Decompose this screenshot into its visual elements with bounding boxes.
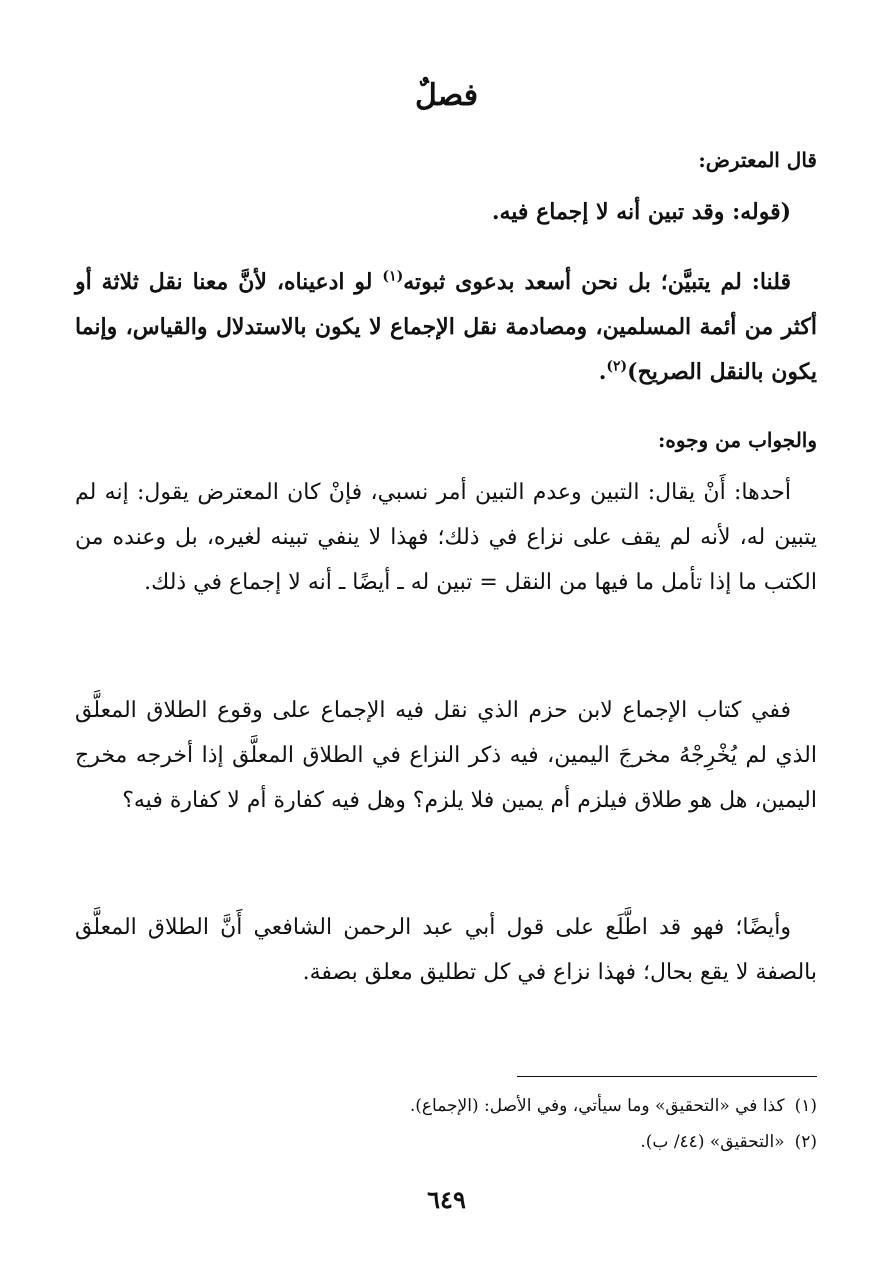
objector-heading: قال المعترض: bbox=[698, 148, 817, 172]
paragraph-ibn-hazm: ففي كتاب الإجماع لابن حزم الذي نقل فيه الإجماع على وقوع الطلاق المعلَّق الذي لم يُخْرِجْهُ مخرجَ اليمين، فيه ذكر النزاع في الطلاق المعلَّق إذا أخرجه مخرج اليمين، هل هو طلاق فيلزم أم يمين فلا يلزم؟ وهل فيه كفارة أم لا كفارة فيه؟ bbox=[75, 698, 817, 813]
footnote-divider bbox=[517, 1076, 817, 1077]
reply-paragraph bbox=[75, 260, 817, 395]
footnote-marker-2[interactable]: (٢) bbox=[606, 358, 628, 375]
footnote-2-number: (٢) bbox=[794, 1132, 817, 1152]
reply-text-start: قلنا: لم يتبيَّن؛ بل نحن أسعد بدعوى ثبوته bbox=[403, 269, 791, 295]
reply-text-middle: لو ادعيناه، لأنَّ معنا نقل ثلاثة أو أكثر من أئمة المسلمين، ومصادمة نقل الإجماع لا يكون بالاستدلال والقياس، وإنما يكون بالنقل الصريح) bbox=[75, 269, 817, 385]
footnote-marker-1[interactable]: (١) bbox=[382, 268, 404, 285]
page-number: ٦٤٩ bbox=[427, 1185, 466, 1214]
paragraph-first-aspect: أحدها: أَنْ يقال: التبين وعدم التبين أمر نسبي، فإنْ كان المعترض يقول: إنه لم يتبين له، لأنه لم يقف على نزاع في ذلك؛ فهذا لا ينفي تبينه لغيره، بل وعنده من الكتب ما إذا تأمل ما فيها من النقل = تبين له ـ أيضًا ـ أنه لا إجماع في ذلك. bbox=[75, 480, 817, 595]
footnote-1 bbox=[75, 1088, 817, 1124]
objector-quote: (قوله: وقد تبين أنه لا إجماع فيه. bbox=[491, 199, 791, 225]
footnote-1-text: كذا في «التحقيق» وما سيأتي، وفي الأصل: (الإجماع). bbox=[409, 1096, 785, 1116]
footnote-1-number: (١) bbox=[794, 1096, 817, 1116]
footnote-2-text: «التحقيق» (٤٤/ ب). bbox=[640, 1132, 785, 1152]
answer-heading: والجواب من وجوه: bbox=[657, 428, 817, 452]
footnote-2 bbox=[75, 1124, 817, 1160]
reply-text-end: . bbox=[598, 359, 607, 385]
chapter-title: فصلٌ bbox=[414, 78, 479, 113]
footnotes bbox=[75, 1088, 817, 1160]
paragraph-shafii: وأيضًا؛ فهو قد اطَّلَع على قول أبي عبد الرحمن الشافعي أَنَّ الطلاق المعلَّق بالصفة لا يقع بحال؛ فهذا نزاع في كل تطليق معلق بصفة. bbox=[75, 915, 817, 985]
